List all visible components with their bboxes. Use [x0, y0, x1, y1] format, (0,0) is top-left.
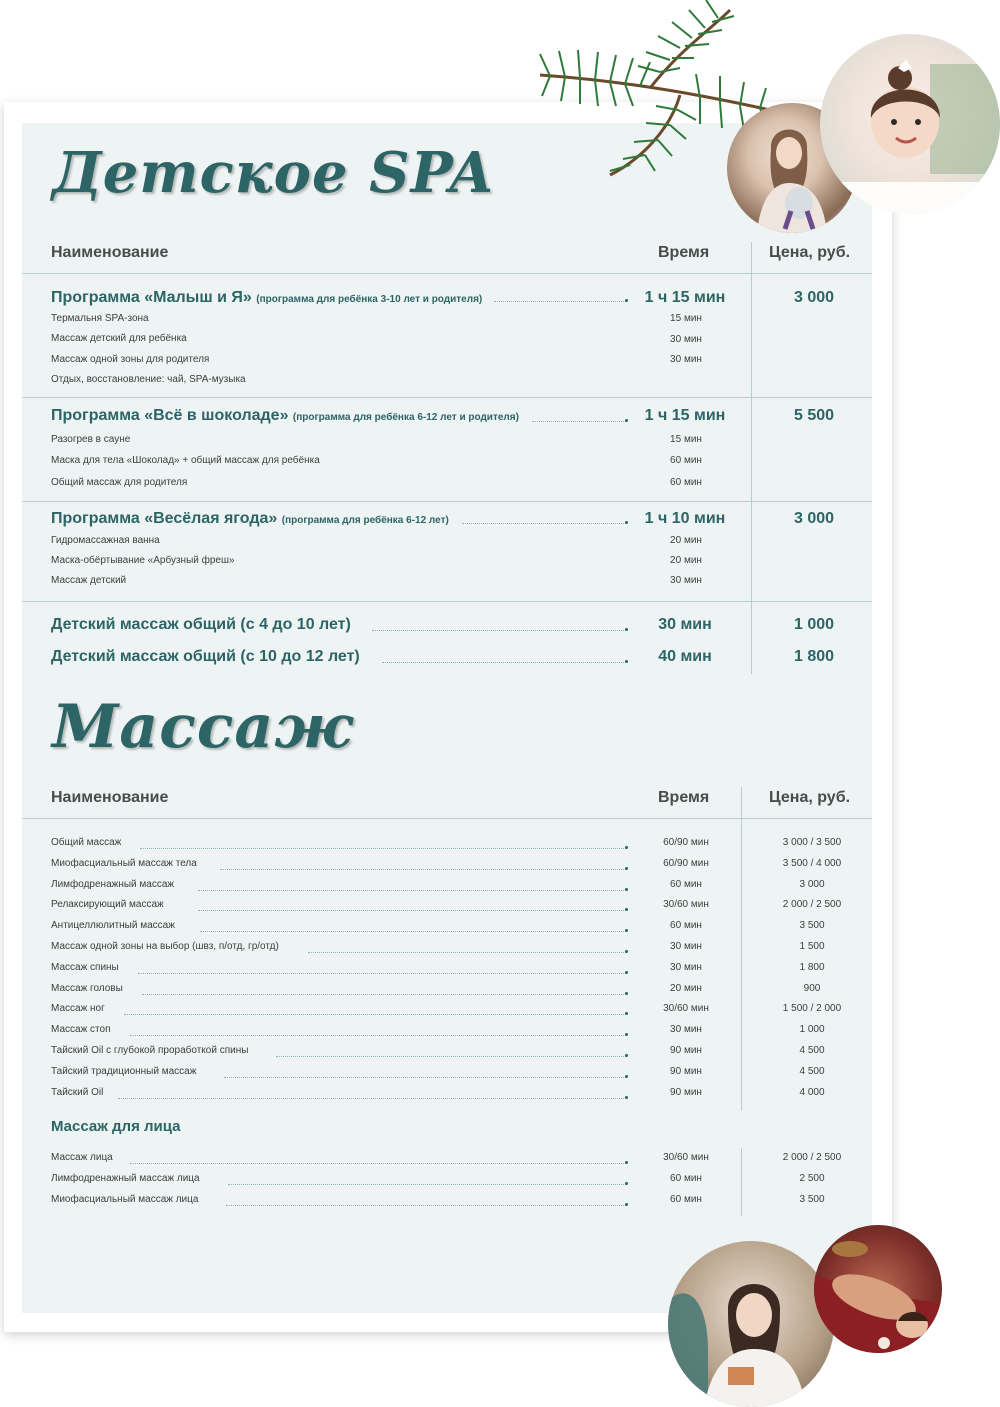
table-row-name: Тайский Oil: [51, 1086, 104, 1098]
table-row-time: 30 мин: [670, 941, 702, 952]
list-item: Маска-обёртывание «Арбузный фреш»: [51, 555, 235, 566]
table-row-time: 30/60 мин: [663, 899, 709, 911]
table-row-price: 3 500: [799, 1194, 825, 1206]
table-row-time: 60 мин: [670, 878, 702, 890]
dot-leader: [130, 1163, 626, 1164]
woman-tea-photo: [668, 1241, 834, 1407]
table-row-price: 2 500: [799, 1173, 825, 1185]
program-malysh-note: (программа для ребёнка 3-10 лет и родителя): [256, 294, 483, 305]
table-row-price: 4 000: [799, 1086, 825, 1098]
extra-price: 1 000: [793, 616, 835, 633]
table-row-name: Массаж одной зоны на выбор (швз, п/отд, гр/отд): [51, 941, 279, 952]
dot-leader: [138, 973, 626, 974]
program-yagoda-time: 1 ч 10 мин: [644, 510, 726, 527]
item-time: 60 мин: [670, 455, 702, 466]
extra-price: 1 800: [793, 648, 835, 665]
table-row-name: Массаж спины: [51, 961, 119, 973]
extra-leader: [382, 662, 626, 663]
dot-leader: [228, 1184, 626, 1185]
massage-photo: [814, 1225, 942, 1353]
dot-leader: [198, 910, 626, 911]
dot-leader: [226, 1205, 626, 1206]
table-row-name: Общий массаж: [51, 837, 122, 848]
spa-header-name: Наименование: [51, 244, 169, 261]
table-row-price: 1 000: [799, 1024, 825, 1036]
table-row-time: 60 мин: [670, 920, 702, 932]
table-row-time: 30 мин: [670, 961, 702, 973]
item-time: 20 мин: [670, 555, 702, 566]
program-yagoda-name: Программа «Весёлая ягода»: [51, 510, 278, 527]
table-row-price: 3 000: [799, 878, 825, 890]
list-item: Гидромассажная ванна: [51, 535, 160, 546]
table-row-time: 60 мин: [670, 1173, 702, 1185]
table-row-price: 1 800: [799, 961, 825, 973]
list-item: Массаж одной зоны для родителя: [51, 354, 210, 365]
program-yagoda-leader: [462, 523, 626, 524]
extra-leader: [372, 630, 626, 631]
program-malysh-name: Программа «Малыш и Я»: [51, 289, 252, 306]
program-divider: [22, 601, 872, 602]
table-row-name: Миофасциальный массаж лица: [51, 1194, 199, 1206]
spa-column-divider: [751, 242, 752, 674]
item-time: 30 мин: [670, 575, 702, 586]
table-row-name: Массаж ног: [51, 1003, 105, 1015]
table-row-price: 2 000 / 2 500: [782, 899, 842, 911]
child-spa-photo: [820, 34, 1000, 214]
item-time: 30 мин: [670, 354, 702, 365]
table-row-time: 20 мин: [670, 982, 702, 994]
program-shokolad-time: 1 ч 15 мин: [644, 407, 726, 424]
table-row-time: 60/90 мин: [663, 857, 709, 869]
program-divider: [22, 397, 872, 398]
list-item: Массаж детский: [51, 575, 127, 586]
item-time: 20 мин: [670, 535, 702, 546]
program-yagoda-title: [51, 510, 449, 528]
massage-header-time: Время: [658, 789, 710, 806]
table-row-time: 30/60 мин: [663, 1152, 709, 1163]
program-shokolad-note: (программа для ребёнка 6-12 лет и родителя): [292, 412, 519, 423]
table-row-time: 90 мин: [670, 1086, 702, 1098]
extra-massage-10-12: Детский массаж общий (с 10 до 12 лет): [51, 648, 360, 665]
table-row-price: 1 500: [799, 941, 825, 952]
face-column-divider: [741, 1148, 742, 1216]
table-row-time: 90 мин: [670, 1045, 702, 1056]
table-row-name: Релаксирующий массаж: [51, 899, 164, 911]
spa-section-title: Детское SPA: [52, 140, 495, 206]
massage-header-name: Наименование: [51, 789, 169, 806]
list-item: Отдых, восстановление: чай, SPA-музыка: [51, 374, 246, 385]
program-malysh-leader: [494, 301, 626, 302]
table-row-price: 900: [803, 982, 821, 994]
table-row-price: 2 000 / 2 500: [782, 1152, 842, 1163]
item-time: 15 мин: [670, 313, 702, 324]
massage-column-divider: [741, 787, 742, 1111]
spa-header-underline: [22, 273, 872, 274]
table-row-price: 3 000 / 3 500: [782, 837, 842, 848]
dot-leader: [308, 952, 626, 953]
item-time: 15 мин: [670, 434, 702, 445]
dot-leader: [200, 931, 626, 932]
dot-leader: [224, 1077, 626, 1078]
dot-leader: [198, 890, 626, 891]
list-item: Маска для тела «Шоколад» + общий массаж для ребёнка: [51, 455, 320, 466]
program-shokolad-leader: [532, 421, 626, 422]
program-shokolad-name: Программа «Всё в шоколаде»: [51, 407, 289, 424]
dot-leader: [124, 1014, 626, 1015]
program-malysh-price: 3 000: [793, 289, 835, 306]
dot-leader: [220, 869, 626, 870]
dot-leader: [140, 848, 626, 849]
table-row-name: Антицеллюлитный массаж: [51, 920, 175, 932]
extra-time: 30 мин: [658, 616, 712, 633]
list-item: Термальня SPA-зона: [51, 313, 149, 324]
list-item: Разогрев в сауне: [51, 434, 131, 445]
extra-time: 40 мин: [658, 648, 712, 665]
table-row-price: 1 500 / 2 000: [782, 1003, 842, 1015]
extra-massage-4-10: Детский массаж общий (с 4 до 10 лет): [51, 616, 351, 633]
table-row-time: 60 мин: [670, 1194, 702, 1206]
program-yagoda-price: 3 000: [793, 510, 835, 527]
table-row-name: Лимфодренажный массаж: [51, 878, 175, 890]
massage-section-title: Массаж: [52, 692, 354, 762]
table-row-name: Массаж головы: [51, 982, 123, 994]
massage-header-underline: [22, 818, 872, 819]
table-row-price: 4 500: [799, 1065, 825, 1077]
table-row-time: 30 мин: [670, 1024, 702, 1036]
table-row-name: Лимфодренажный массаж лица: [51, 1173, 200, 1185]
program-divider: [22, 501, 872, 502]
massage-header-price: Цена, руб.: [769, 789, 851, 806]
face-massage-title: Массаж для лица: [51, 1118, 181, 1135]
program-shokolad-price: 5 500: [793, 407, 835, 424]
table-row-time: 90 мин: [670, 1065, 702, 1077]
item-time: 60 мин: [670, 477, 702, 488]
table-row-price: 3 500: [799, 920, 825, 932]
program-shokolad-title: [51, 407, 519, 425]
spa-header-price: Цена, руб.: [769, 244, 851, 261]
table-row-name: Тайский традиционный массаж: [51, 1065, 197, 1077]
table-row-time: 60/90 мин: [663, 837, 709, 848]
table-row-name: Массаж лица: [51, 1152, 113, 1163]
spa-header-time: Время: [658, 244, 710, 261]
program-malysh-time: 1 ч 15 мин: [644, 289, 726, 306]
dot-leader: [276, 1056, 626, 1057]
table-row-name: Массаж стоп: [51, 1024, 111, 1036]
list-item: Общий массаж для родителя: [51, 477, 188, 488]
program-malysh-title: [51, 289, 482, 307]
item-time: 30 мин: [670, 334, 702, 345]
dot-leader: [118, 1098, 626, 1099]
table-row-name: Тайский Oil с глубокой проработкой спины: [51, 1045, 249, 1056]
table-row-name: Миофасциальный массаж тела: [51, 857, 197, 869]
list-item: Массаж детский для ребёнка: [51, 333, 187, 344]
dot-leader: [142, 994, 626, 995]
table-row-price: 3 500 / 4 000: [782, 857, 842, 869]
table-row-price: 4 500: [799, 1045, 825, 1056]
dot-leader: [130, 1035, 626, 1036]
table-row-time: 30/60 мин: [663, 1003, 709, 1015]
program-yagoda-note: (программа для ребёнка 6-12 лет): [281, 515, 449, 526]
